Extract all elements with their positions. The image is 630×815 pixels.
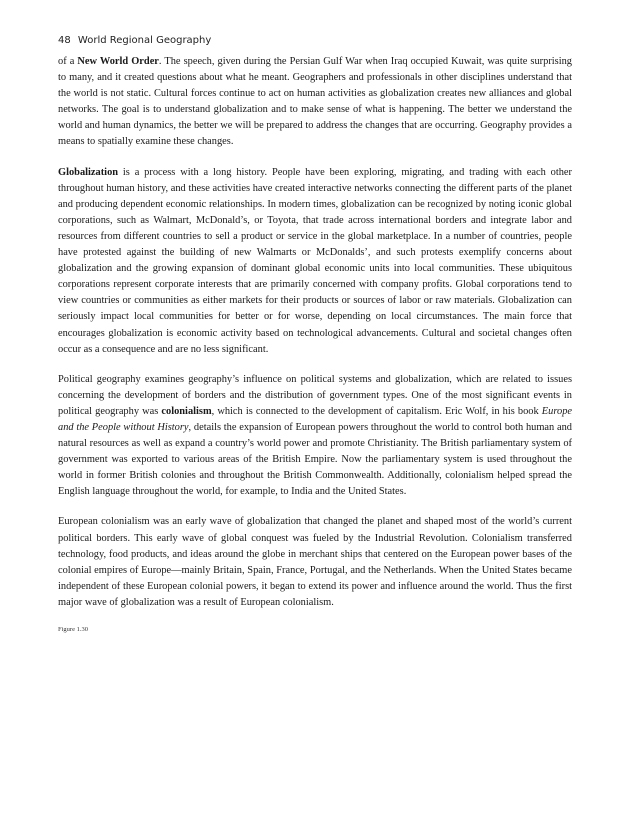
term-colonialism: colonialism bbox=[161, 405, 212, 417]
term-new-world-order: New World Order bbox=[77, 56, 159, 67]
paragraph-3-body: , details the expansion of European powers throughout the world to control both human and natural resources as well as expand a country’s world power and promote Christianity. The British parliamentary system of government was exported to various areas of the British Empire. Now the parliamentary system is used throughout the world in former British colonies and throughout the British Commonwealth. Additionally, colonialism helped spread the English language throughout the world, for example, to India and the United States. bbox=[58, 421, 572, 498]
paragraph-2-body: is a process with a long history. People have been exploring, migrating, and trading with each other throughout human history, and these activities have created interactive networks connecting the different parts of the planet and producing dependent economic relationships. In modern times, globalization can be recognized by noting iconic global corporations, such as Walmart, McDonald’s, or Toyota, that trade across international borders and integrate labor and resources from different countries to sell a product or service in the global marketplace. In a number of countries, people have protested against the building of new Walmarts or McDonalds’, and such protests exemplify concerns about globalization and the growing expansion of dominant global economic units into local communities. These ubiquitous corporations represent corporate interests that are primarily concerned with company profits. Global corporations tend to view countries or communities as either markets for their products or sources of labor or raw materials. Globalization can seriously impact local communities for better or for worse, depending on local circumstances. The main force that encourages globalization is economic activity based on technological advancements. Cultural and societal changes often occur as a consequence and are no less significant. bbox=[58, 166, 572, 355]
paragraph-4-body: European colonialism was an early wave of globalization that changed the planet and shaped most of the world’s current political borders. This early wave of global conquest was fueled by the Industrial Revolution. Colonialism transferred technology, food products, and ideas around the globe in merchant ships that centered on the European power bases of the colonial empires of Europe—mainly Britain, Spain, France, Portugal, and the Netherlands. When the United States became independent of these European colonial powers, it began to extend its power and influence around the world. Thus the first major wave of globalization was a result of European colonialism. bbox=[58, 516, 572, 608]
document-page bbox=[58, 34, 572, 635]
paragraph-3-lead: Political geography examines geography’s influence on political systems and globalization, which are related to issues concerning the development of borders and the distribution of government types. One of the most significant events in political geography was bbox=[58, 373, 572, 417]
book-title-europe-people: Europe and the People without History bbox=[58, 405, 572, 433]
paragraph-new-world-order bbox=[58, 54, 572, 151]
paragraph-3-mid: , which is connected to the development of capitalism. Eric Wolf, in his book bbox=[211, 405, 542, 417]
paragraph-globalization bbox=[58, 165, 572, 358]
figure-caption: Figure 1.30 bbox=[58, 626, 88, 633]
running-header bbox=[58, 34, 572, 48]
paragraph-political-geography bbox=[58, 372, 572, 501]
page-number: 48 bbox=[58, 35, 71, 46]
term-globalization: Globalization bbox=[58, 166, 119, 178]
book-title: World Regional Geography bbox=[77, 35, 212, 46]
paragraph-1-body: . The speech, given during the Persian Gulf War when Iraq occupied Kuwait, was quite surprising to many, and it created questions about what he meant. Geographers and professionals in other disciplines understand that the world is not static. Cultural forces continue to act on human activities as globalization creates new alliances and global networks. The goal is to understand globalization and to make sense of what is happening. The better we understand the world and human dynamics, the better we will be prepared to address the changes that are occurring. Geography provides a means to spatially examine these changes. bbox=[58, 56, 572, 148]
paragraph-1-lead: of a bbox=[58, 56, 78, 67]
paragraph-european-colonialism bbox=[58, 514, 572, 611]
